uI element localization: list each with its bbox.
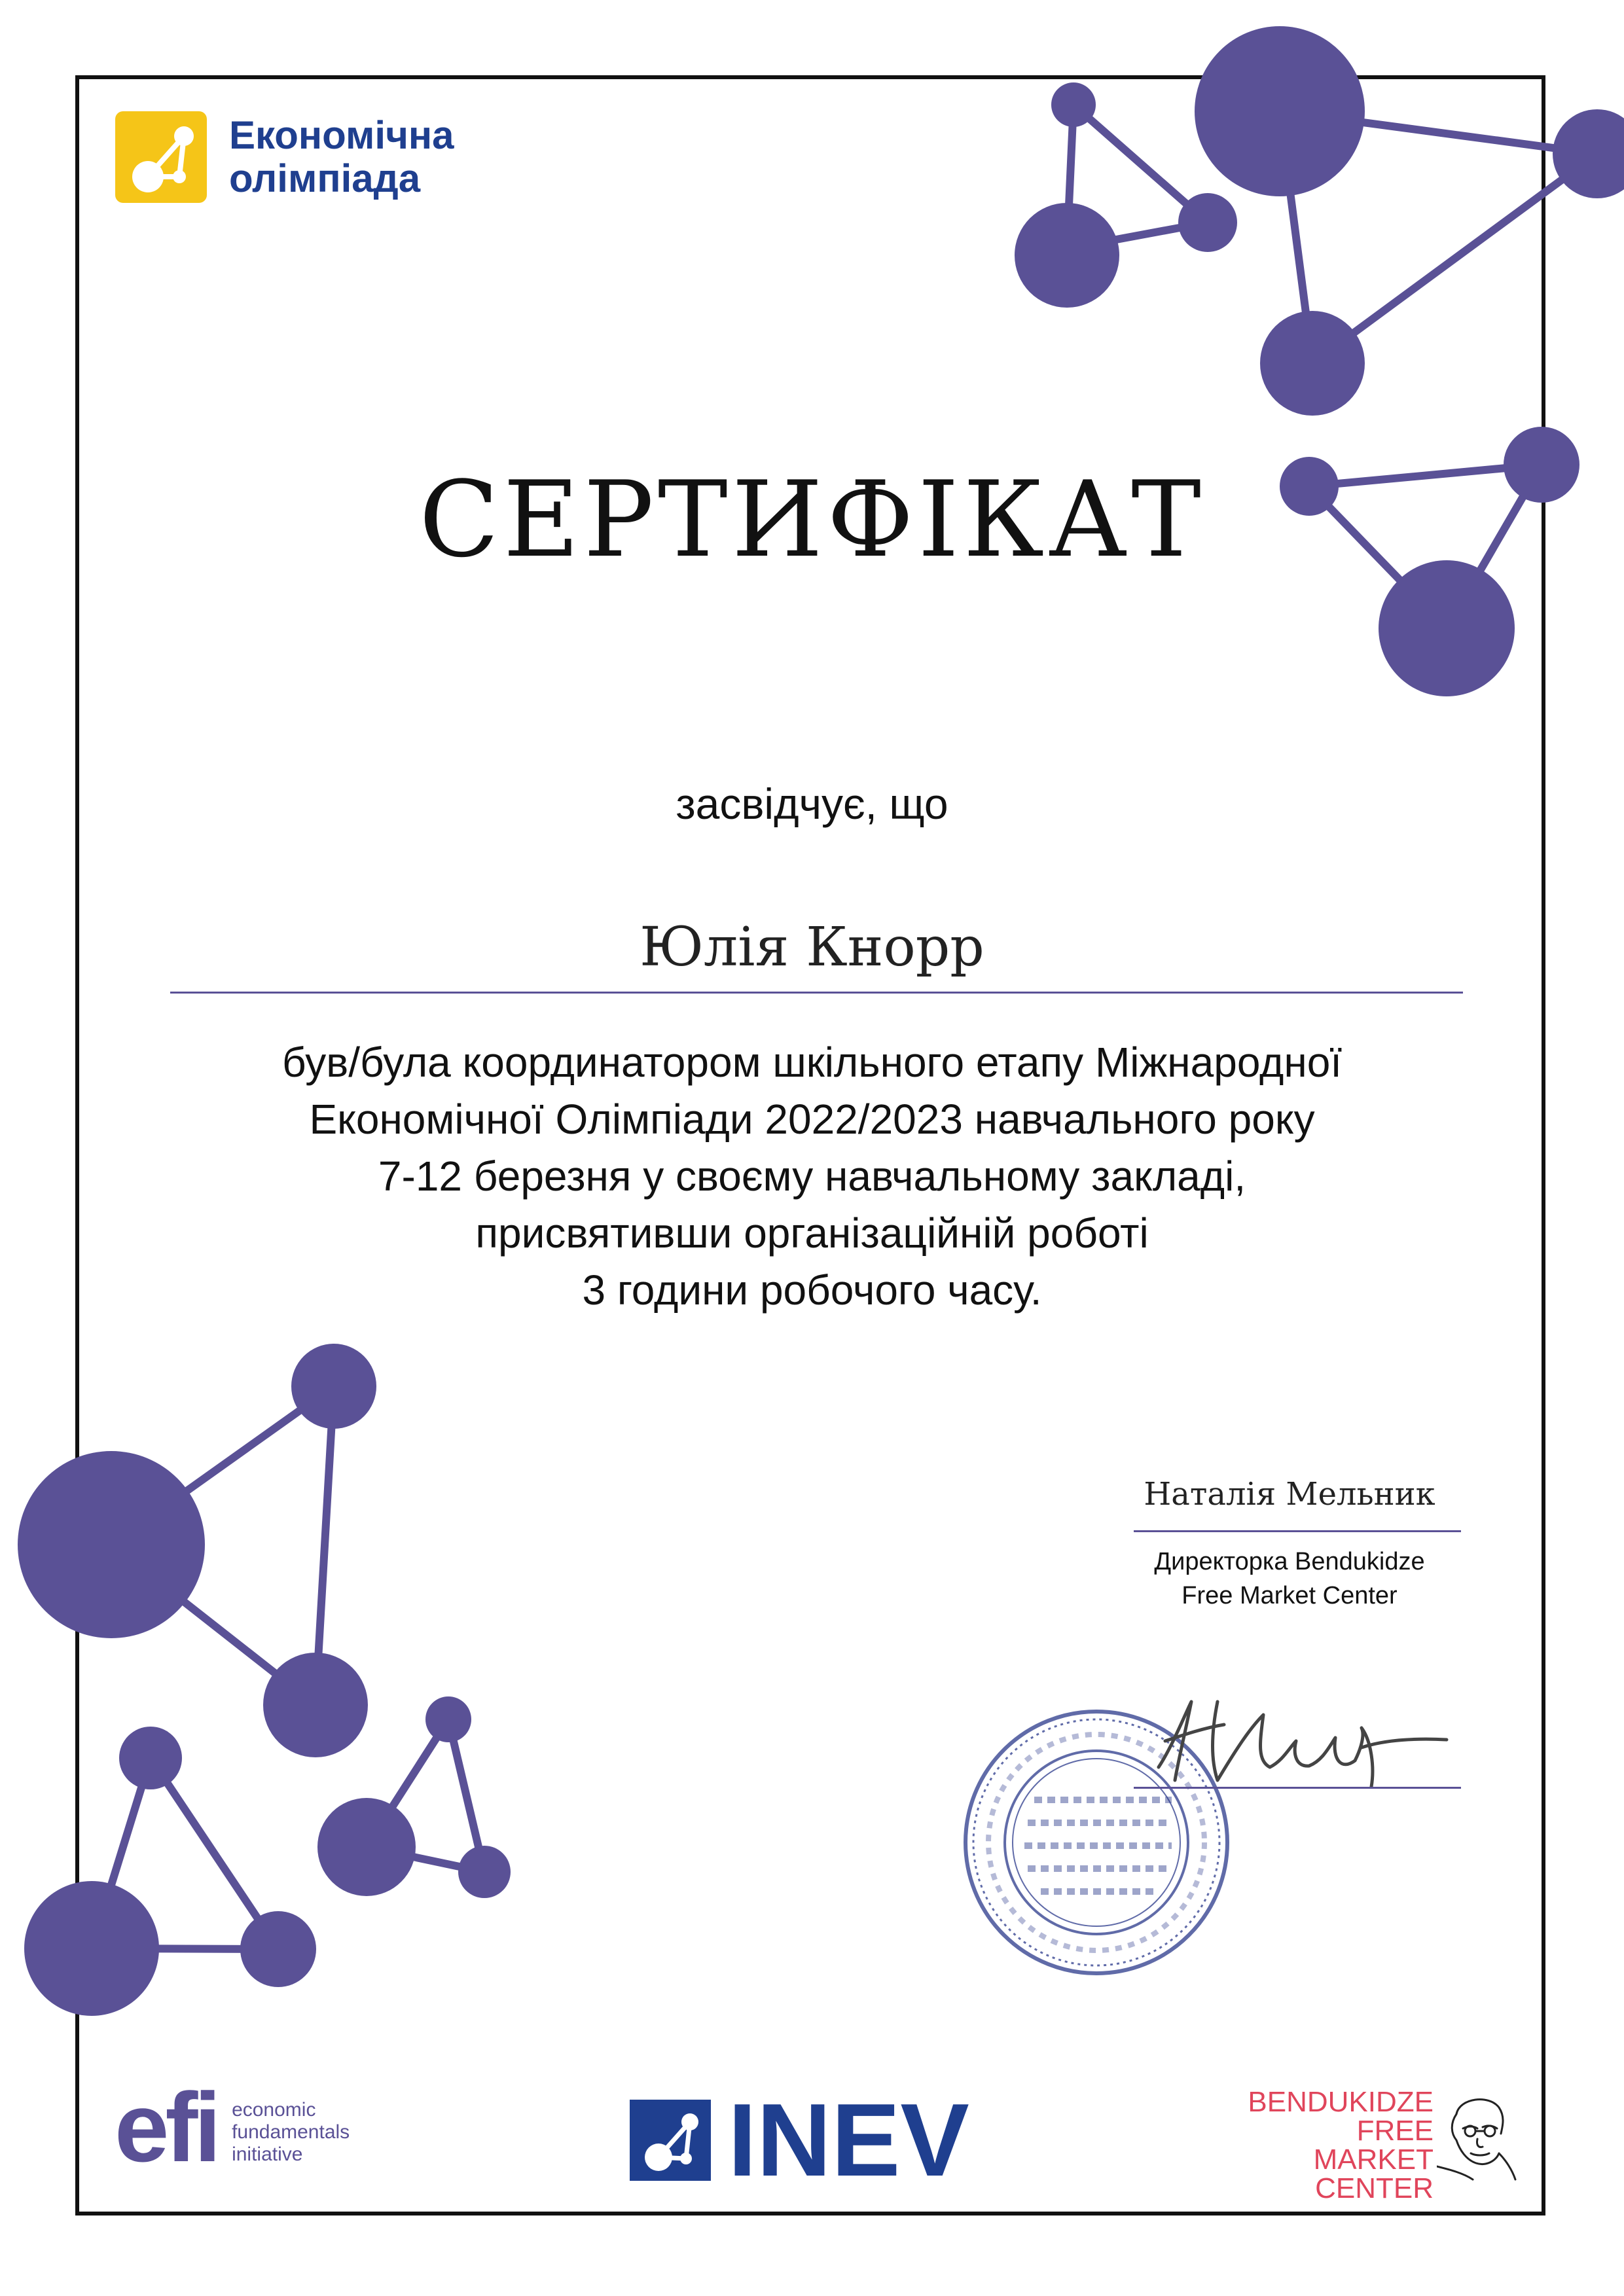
bfmc-line: BENDUKIDZE	[1248, 2086, 1434, 2118]
recipient-underline	[170, 992, 1463, 994]
signatory-title	[1106, 1545, 1473, 1613]
certificate-title: СЕРТИФІКАТ	[419, 458, 1205, 581]
body-line: Економічної Олімпіади 2022/2023 навчального року	[309, 1096, 1315, 1143]
body-line: присвятивши організаційній роботі	[475, 1210, 1149, 1257]
inev-molecule-icon	[630, 2100, 711, 2181]
body-line: був/була координатором шкільного етапу Міжнародної	[281, 1039, 1343, 1086]
logo-line-2: олімпіада	[229, 156, 421, 200]
bfmc-line: CENTER	[1315, 2172, 1434, 2204]
bendukidze-portrait-icon	[1437, 2088, 1519, 2186]
olympiad-molecule-icon	[115, 111, 207, 203]
logo-line-1: Економічна	[229, 113, 454, 157]
signatory-name-line	[1134, 1530, 1461, 1532]
body-line: 7-12 березня у своєму навчальному закладі,	[378, 1153, 1246, 1200]
body-line: 3 години робочого часу.	[582, 1266, 1042, 1314]
signatory-title-line-2: Free Market Center	[1182, 1582, 1398, 1609]
efi-caption-line: fundamentals	[232, 2121, 350, 2143]
certifies-text: засвідчує, що	[676, 780, 948, 828]
olympiad-logo	[115, 111, 454, 203]
olympiad-logo-text	[229, 114, 454, 200]
certificate-body	[0, 1034, 1624, 1319]
signature-line	[1134, 1787, 1461, 1789]
recipient-name: Юлія Кнорр	[640, 916, 984, 978]
signature-mark	[1146, 1689, 1460, 1793]
efi-mark: efi	[115, 2072, 218, 2182]
efi-caption	[232, 2099, 350, 2170]
efi-caption-line: initiative	[232, 2144, 303, 2165]
bfmc-logo	[1231, 2086, 1519, 2204]
inev-text: INEV	[728, 2083, 969, 2198]
bfmc-line: FREE MARKET	[1313, 2115, 1434, 2176]
signatory-name: Наталія Мельник	[1144, 1476, 1435, 1513]
efi-caption-line: economic	[232, 2099, 316, 2121]
bfmc-text	[1231, 2088, 1434, 2203]
signatory-title-line-1: Директорка Bendukidze	[1154, 1548, 1425, 1575]
inev-logo	[630, 2083, 969, 2198]
efi-logo	[115, 2072, 350, 2182]
